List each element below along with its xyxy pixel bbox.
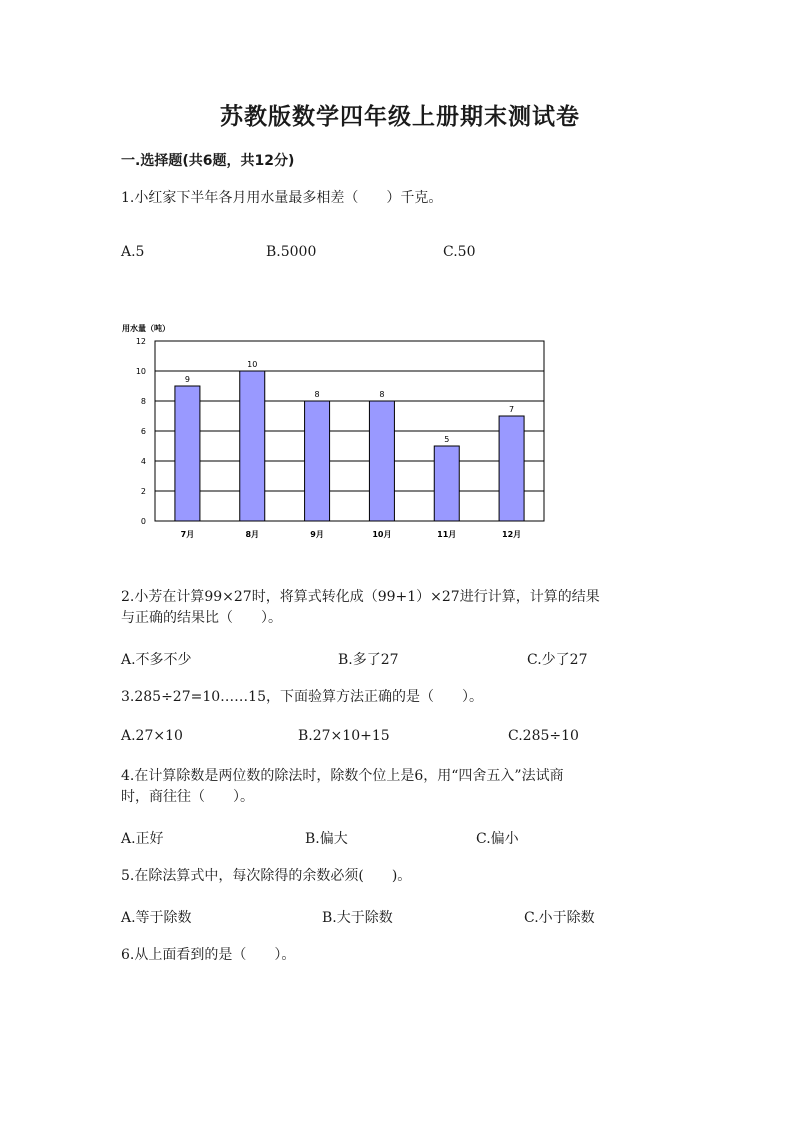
data-label: 5 — [444, 435, 450, 444]
question-2 — [121, 587, 600, 629]
y-tick-label: 2 — [140, 487, 146, 496]
y-tick-label: 12 — [135, 337, 146, 346]
question-6: 6.从上面看到的是（ ）。 — [121, 947, 296, 963]
water-usage-chart — [118, 318, 558, 548]
data-label: 9 — [184, 375, 190, 384]
option-5a[interactable]: A.等于除数 — [121, 910, 192, 926]
question-5: 5.在除法算式中，每次除得的余数必须( )。 — [121, 868, 412, 884]
y-tick-label: 10 — [135, 367, 146, 376]
y-tick-label: 0 — [140, 517, 146, 526]
bar — [369, 401, 394, 521]
option-3c[interactable]: C.285÷10 — [508, 728, 579, 744]
bar — [240, 371, 265, 521]
question-4 — [121, 766, 564, 808]
page-title: 苏教版数学四年级上册期末测试卷 — [220, 104, 580, 130]
option-2c[interactable]: C.少了27 — [527, 652, 588, 668]
chart-bars — [175, 360, 524, 521]
data-label: 10 — [247, 360, 258, 369]
option-4a[interactable]: A.正好 — [121, 831, 164, 847]
option-1c[interactable]: C.50 — [443, 244, 476, 260]
option-3a[interactable]: A.27×10 — [121, 728, 183, 744]
data-label: 7 — [509, 405, 515, 414]
y-tick-label: 4 — [140, 457, 146, 466]
question-3: 3.285÷27=10……15，下面验算方法正确的是（ ）。 — [121, 689, 483, 705]
bar — [305, 401, 330, 521]
bar — [499, 416, 524, 521]
x-tick-label: 7月 — [180, 530, 195, 539]
option-1b[interactable]: B.5000 — [266, 244, 317, 260]
x-tick-label: 9月 — [310, 530, 324, 539]
option-5b[interactable]: B.大于除数 — [322, 910, 393, 926]
bar — [434, 446, 459, 521]
section-heading: 一.选择题(共6题，共12分) — [121, 153, 295, 169]
question-4-line1: 4.在计算除数是两位数的除法时，除数个位上是6，用“四舍五入”法试商 — [121, 768, 564, 784]
x-tick-label: 11月 — [437, 530, 457, 539]
option-2b[interactable]: B.多了27 — [338, 652, 399, 668]
x-tick-label: 8月 — [245, 530, 260, 539]
option-5c[interactable]: C.小于除数 — [524, 910, 595, 926]
option-3b[interactable]: B.27×10+15 — [298, 728, 390, 744]
chart-ylabel: 用水量（吨） — [122, 324, 170, 333]
data-label: 8 — [379, 390, 385, 399]
bar — [175, 386, 200, 521]
data-label: 8 — [314, 390, 320, 399]
chart-grid — [155, 341, 544, 521]
question-2-line2: 与正确的结果比（ ）。 — [121, 610, 282, 626]
option-1a[interactable]: A.5 — [121, 244, 145, 260]
question-4-line2: 时，商往往（ ）。 — [121, 789, 254, 805]
y-tick-label: 6 — [140, 427, 146, 436]
y-tick-label: 8 — [140, 397, 146, 406]
option-2a[interactable]: A.不多不少 — [121, 652, 192, 668]
x-tick-label: 10月 — [372, 530, 392, 539]
question-1: 1.小红家下半年各月用水量最多相差（ ）千克。 — [121, 190, 443, 206]
option-4c[interactable]: C.偏小 — [476, 831, 519, 847]
x-tick-label: 12月 — [502, 530, 522, 539]
question-2-line1: 2.小芳在计算99×27时，将算式转化成（99+1）×27进行计算，计算的结果 — [121, 589, 600, 605]
option-4b[interactable]: B.偏大 — [305, 831, 348, 847]
